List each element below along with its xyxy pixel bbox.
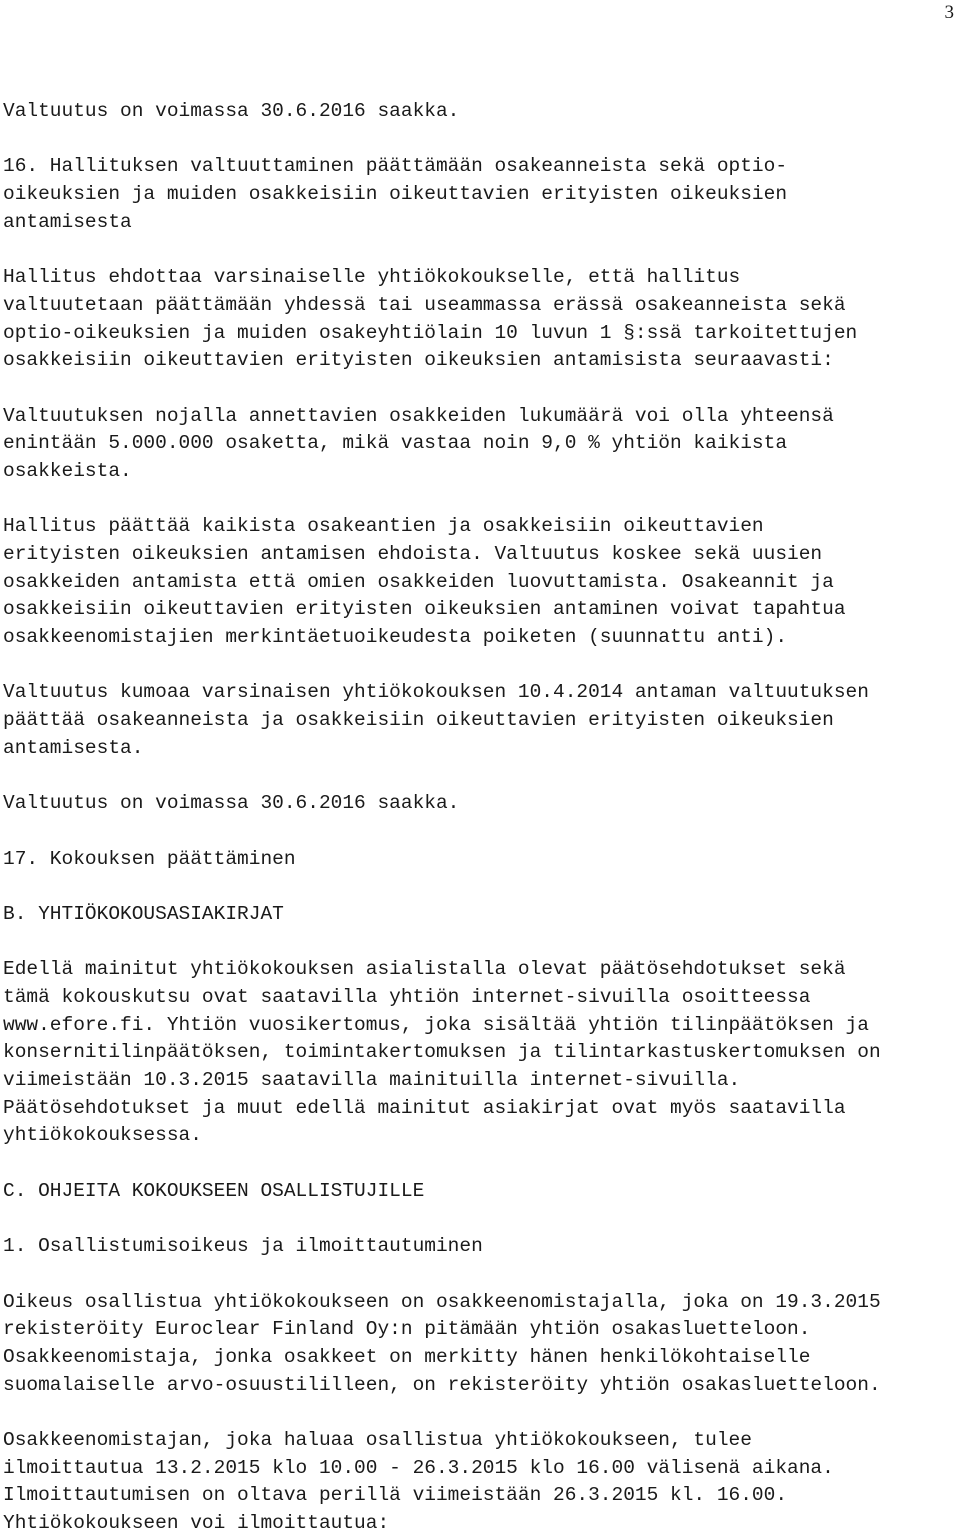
- text-line: suomalaiselle arvo-osuustililleen, on rekisteröity yhtiön osakasluetteloon.: [3, 1373, 881, 1396]
- page-number: 3: [944, 2, 954, 23]
- text-line: Hallitus päättää kaikista osakeantien ja osakkeisiin oikeuttavien: [3, 515, 764, 538]
- text-line: valtuutetaan päättämään yhdessä tai useammassa erässä osakeanneista sekä: [3, 293, 846, 316]
- line-gap: [3, 236, 958, 264]
- text-line: Valtuutus on voimassa 30.6.2016 saakka.: [3, 100, 460, 122]
- line-gap: [3, 126, 958, 154]
- line-gap: [3, 1261, 958, 1289]
- text-line: 1. Osallistumisoikeus ja ilmoittautuminen: [3, 1235, 483, 1258]
- text-line: C. OHJEITA KOKOUKSEEN OSALLISTUJILLE: [3, 1179, 425, 1202]
- line-gap: [3, 1399, 958, 1427]
- text-line: päättää osakeanneista ja osakkeisiin oikeuttavien erityisten oikeuksien: [3, 709, 834, 732]
- text-line: Oikeus osallistua yhtiökokoukseen on osakkeenomistajalla, joka on 19.3.2015: [3, 1290, 881, 1313]
- line-gap: [3, 818, 958, 846]
- document-body: [3, 98, 958, 1538]
- text-line: 17. Kokouksen päättäminen: [3, 847, 296, 870]
- text-line: viimeistään 10.3.2015 saatavilla mainituilla internet-sivuilla.: [3, 1069, 741, 1092]
- text-line: osakkeisiin oikeuttavien erityisten oikeuksien antaminen voivat tapahtua: [3, 598, 846, 621]
- text-line: osakkeiden antamista että omien osakkeiden luovuttamista. Osakeannit ja: [3, 570, 834, 593]
- line-gap: [3, 929, 958, 957]
- text-line: Ilmoittautumisen on oltava perillä viimeistään 26.3.2015 kl. 16.00.: [3, 1484, 788, 1507]
- line-gap: [3, 1206, 958, 1234]
- text-line: osakkeista.: [3, 459, 132, 482]
- text-line: erityisten oikeuksien antamisen ehdoista. Valtuutus koskee sekä uusien: [3, 543, 823, 565]
- text-line: Päätösehdotukset ja muut edellä mainitut asiakirjat ovat myös saatavilla: [3, 1096, 846, 1119]
- text-line: antamisesta.: [3, 736, 144, 759]
- text-line: 16. Hallituksen valtuuttaminen päättämään osakeanneista sekä optio-: [3, 155, 788, 178]
- text-line: Osakkeenomistajan, joka haluaa osallistua yhtiökokoukseen, tulee: [3, 1429, 752, 1451]
- text-line: Valtuutus kumoaa varsinaisen yhtiökokouksen 10.4.2014 antaman valtuutuksen: [3, 681, 869, 704]
- text-line: www.efore.fi. Yhtiön vuosikertomus, joka sisältää yhtiön tilinpäätöksen ja: [3, 1013, 869, 1036]
- text-line: antamisesta: [3, 210, 132, 233]
- line-gap: [3, 486, 958, 514]
- text-line: Hallitus ehdottaa varsinaiselle yhtiökokoukselle, että hallitus: [3, 266, 741, 289]
- text-line: Osakkeenomistaja, jonka osakkeet on merkitty hänen henkilökohtaiselle: [3, 1345, 811, 1368]
- line-gap: [3, 763, 958, 791]
- text-line: optio-oikeuksien ja muiden osakeyhtiölain 10 luvun 1 §:ssä tarkoitettujen: [3, 321, 858, 344]
- text-line: Yhtiökokoukseen voi ilmoittautua:: [3, 1512, 390, 1535]
- text-line: B. YHTIÖKOKOUSASIAKIRJAT: [3, 902, 284, 925]
- text-line: osakkeisiin oikeuttavien erityisten oikeuksien antamisista seuraavasti:: [3, 349, 834, 372]
- text-line: oikeuksien ja muiden osakkeisiin oikeuttavien erityisten oikeuksien: [3, 183, 788, 206]
- text-line: rekisteröity Euroclear Finland Oy:n pitämään yhtiön osakasluetteloon.: [3, 1318, 811, 1341]
- line-gap: [3, 1150, 958, 1178]
- text-line: Edellä mainitut yhtiökokouksen asialistalla olevat päätösehdotukset sekä: [3, 958, 846, 981]
- line-gap: [3, 873, 958, 901]
- text-line: Valtuutus on voimassa 30.6.2016 saakka.: [3, 792, 460, 815]
- text-line: konsernitilinpäätöksen, toimintakertomuksen ja tilintarkastuskertomuksen on: [3, 1041, 881, 1064]
- line-gap: [3, 375, 958, 403]
- text-line: ilmoittautua 13.2.2015 klo 10.00 - 26.3.2015 klo 16.00 välisenä aikana.: [3, 1456, 834, 1479]
- line-gap: [3, 652, 958, 680]
- text-line: enintään 5.000.000 osaketta, mikä vastaa noin 9,0 % yhtiön kaikista: [3, 432, 788, 455]
- text-line: osakkeenomistajien merkintäetuoikeudesta poiketen (suunnattu anti).: [3, 626, 788, 649]
- text-line: Valtuutuksen nojalla annettavien osakkeiden lukumäärä voi olla yhteensä: [3, 404, 834, 427]
- text-line: yhtiökokouksessa.: [3, 1124, 202, 1147]
- text-line: tämä kokouskutsu ovat saatavilla yhtiön internet-sivuilla osoitteessa: [3, 986, 811, 1008]
